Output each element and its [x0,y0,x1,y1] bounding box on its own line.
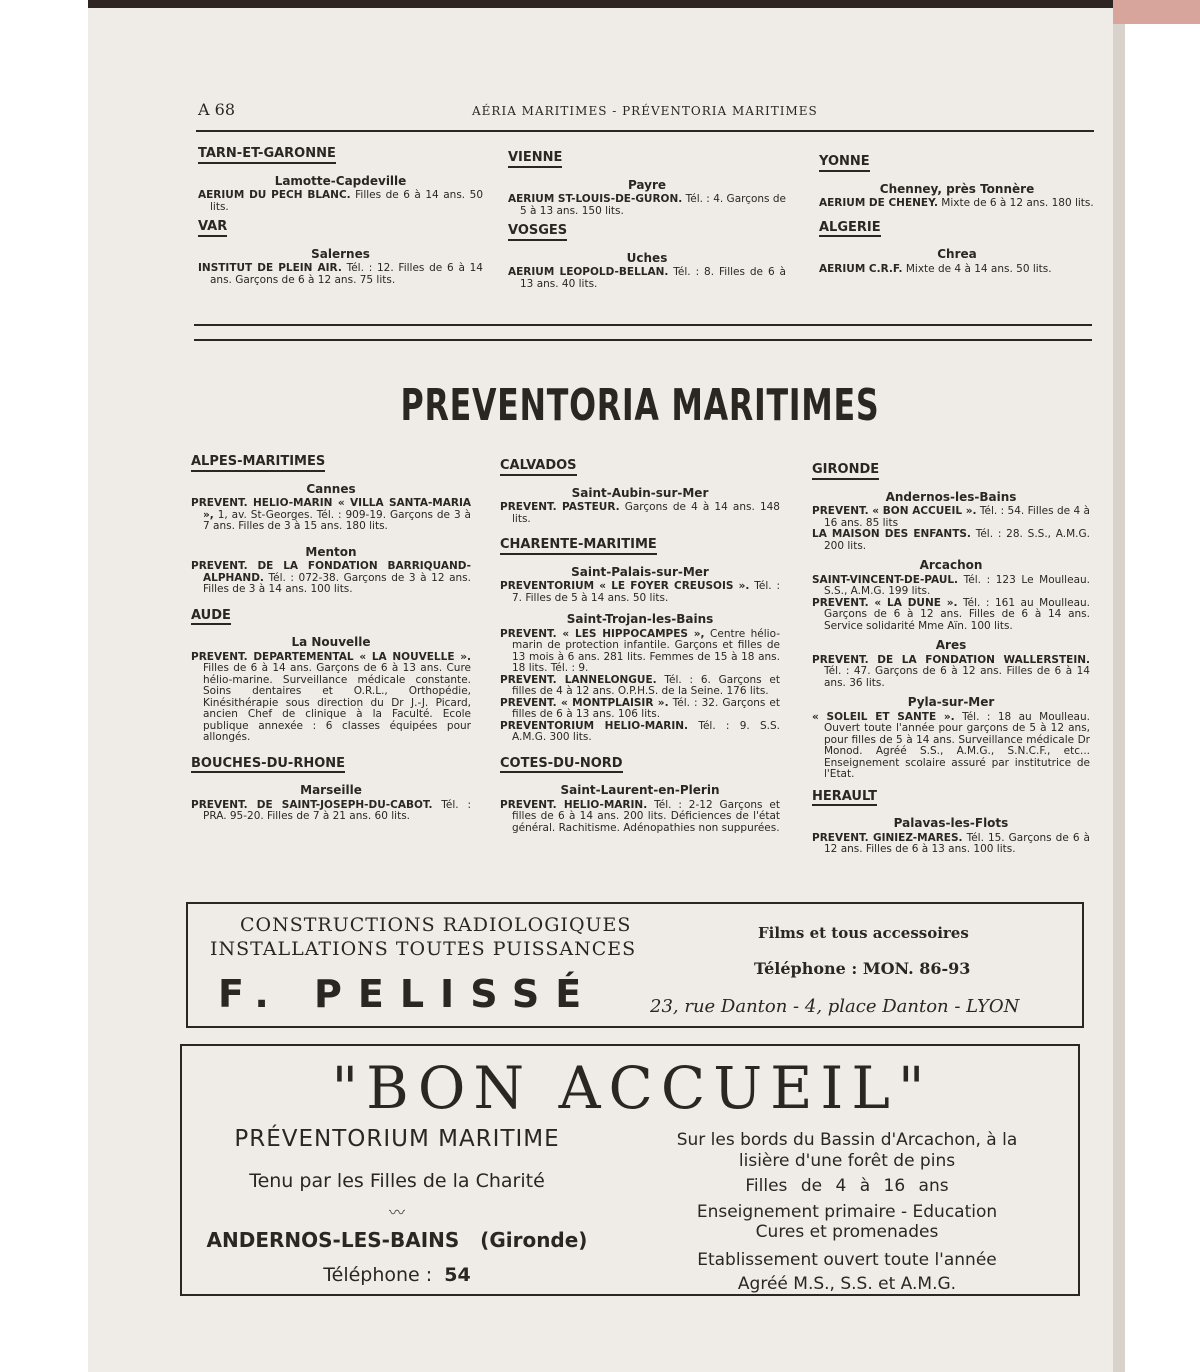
ad-phone-label: Téléphone : [323,1264,433,1286]
town-heading: Chrea [937,247,977,261]
entry-name: « SOLEIL ET SANTE ». [812,710,955,723]
entry-name: INSTITUT DE PLEIN AIR. [198,262,342,274]
establishment-entry [500,675,780,698]
entry-text: Tél. : 4. Garçons de 5 à 13 ans. 150 lits. [520,193,787,217]
entry-text: Tél. : 161 au Moulleau. Garçons de 6 à 12 ans. Filles de 6 à 14 ans. Service solidarité Mme Aïn. 100 lits. [824,596,1090,632]
entry-text: Tél. : 12. Filles de 6 à 14 ans. Garçons de 6 à 12 ans. 75 lits. [210,262,483,286]
ad-open-year: Etablissement ouvert toute l'année [697,1250,997,1270]
establishment-entry [191,652,471,744]
ad-tenu-par: Tenu par les Filles de la Charité [249,1170,545,1192]
entry-name: AERIUM C.R.F. [819,262,903,275]
advertisement-bon-accueil [180,1044,1080,1296]
ad-location-line [182,1228,612,1252]
section-rule-bottom [194,339,1092,341]
entry-name: SAINT-VINCENT-DE-PAUL. [812,573,959,586]
establishment-entry [819,198,1095,210]
establishment-entry [812,575,1090,598]
ad-teaching: Enseignement primaire - Education [696,1202,998,1222]
aeria-column-3 [819,152,1095,275]
town-heading: Arcachon [919,558,983,572]
establishment-entry [191,561,471,596]
entry-text: Tél. : 123 Le Moulleau. S.S., A.M.G. 199 lits. [824,573,1090,597]
establishment-entry [500,800,780,835]
dept-heading: CALVADOS [500,460,577,476]
entry-name: AERIUM LEOPOLD-BELLAN. [508,266,669,278]
entry-name: PREVENT. HELIO-MARIN « VILLA SANTA-MARIA », [191,497,471,521]
dept-heading: YONNE [819,156,870,172]
entry-name: PREVENT. « LES HIPPOCAMPES », [500,627,705,640]
ornament-icon: 〰 [388,1203,405,1222]
entry-text: Tél. : 8. Filles de 6 à 13 ans. 40 lits. [520,266,786,290]
cover-corner [1113,0,1200,24]
town-heading: Saint-Laurent-en-Plerin [560,783,720,797]
running-header [198,100,1094,124]
entry-name: PREVENT. DEPARTEMENTAL « LA NOUVELLE ». [191,650,471,663]
dept-heading: CHARENTE-MARITIME [500,539,657,555]
establishment-entry [500,581,780,604]
entry-name: PREVENT. DE LA FONDATION BARRIQUAND-ALPHAND. [191,560,471,584]
entry-text: Tél. : 6. Garçons et filles de 4 à 12 ans. O.P.H.S. de la Seine. 176 lits. [512,673,781,697]
ad-ages: Filles de 4 à 16 ans [745,1176,949,1196]
ad-line-constructions: CONSTRUCTIONS RADIOLOGIQUES [240,914,632,936]
entry-name: PREVENTORIUM « LE FOYER CREUSOIS ». [500,580,750,592]
top-shadow [88,0,1113,8]
aeria-column-1 [198,144,483,286]
establishment-entry [500,721,780,744]
town-heading: Lamotte-Capdeville [274,173,407,188]
preventoria-column-1 [191,452,471,823]
entry-name: AERIUM DU PECH BLANC. [198,189,351,201]
establishment-entry [819,264,1095,276]
establishment-entry [500,629,780,675]
dept-heading: VOSGES [508,225,567,241]
entry-name: PREVENTORIUM HELIO-MARIN. [500,719,689,732]
entry-text: Tél. : 072-38. Garçons de 3 à 12 ans. Filles de 3 à 14 ans. 100 lits. [203,571,471,595]
entry-text: Filles de 6 à 14 ans. Garçons de 6 à 13 ans. Cure hélio-marine. Surveillance médicale constante. Soins dentaires et O.R.L., Orthopédie, Kinésithérapie sous direction du Dr J.-J. Picard, ancien Chef de clinique à la Faculté. Ecole publique annexée : 6 classes équipées pour allongés. [203,662,471,743]
entry-text: Tél. : PRA. 95-20. Filles de 7 à 21 ans. 60 lits. [203,798,471,822]
dept-heading: ALGERIE [819,222,881,238]
aeria-column-2 [508,148,786,290]
ad-phone-line [182,1264,612,1286]
entry-name: PREVENT. LANNELONGUE. [500,673,657,686]
establishment-entry [812,506,1090,529]
dept-heading: COTES-DU-NORD [500,758,623,774]
town-heading: Uches [626,250,668,265]
entry-text: 1, av. St-Georges. Tél. : 909-19. Garçons de 3 à 7 ans. Filles de 3 à 15 ans. 180 lits. [203,508,471,532]
establishment-entry [508,267,786,290]
town-heading: Palavas-les-Flots [893,816,1009,830]
advertisement-pelisse [186,902,1084,1028]
section-rule-top [194,324,1092,326]
town-heading: Menton [305,544,357,559]
entry-text: Mixte de 4 à 14 ans. 50 lits. [905,262,1052,275]
entry-name: PREVENT. HELIO-MARIN. [500,798,648,811]
establishment-entry [508,194,786,217]
entry-text: Mixte de 6 à 12 ans. 180 lits. [941,197,1094,209]
dept-heading: HERAULT [812,791,877,807]
establishment-entry [812,833,1090,856]
section-title: PREVENTORIA MARITIMES [400,380,880,431]
entry-text: Tél. : 18 au Moulleau. Ouvert toute l'année pour garçons de 5 à 12 ans, pour filles de 5 à 14 ans. Surveillance médicale Dr Monod. Agréé S.S., A.M.G., S.N.C.F., etc... Enseignement scolaire assuré par institutrice de l'Etat. [824,710,1090,780]
entry-text: Tél. : 7. Filles de 5 à 14 ans. 50 lits. [512,580,780,604]
establishment-entry [812,655,1090,690]
establishment-entry [500,698,780,721]
ad-line-installations: INSTALLATIONS TOUTES PUISSANCES [210,938,637,960]
entry-name: PREVENT. PASTEUR. [500,501,620,513]
entry-text: Centre hélio-marin de protection infantile. Garçons et filles de 13 mois à 6 ans. 281 lits. Femmes de 15 à 18 ans. 18 lits. Tél. : 9. [512,627,781,674]
town-heading: La Nouvelle [291,635,371,649]
establishment-entry [812,598,1090,633]
page-edge [1113,0,1125,1372]
town-heading: Ares [935,638,967,652]
ad-location-desc: Sur les bords du Bassin d'Arcachon, à la lisière d'une forêt de pins [676,1130,1018,1171]
entry-text: Tél. : 2-12 Garçons et filles de 6 à 14 ans. 200 lits. Déficiences de l'état général. Rachitisme. Adénopathies non suppurées. [512,798,780,834]
town-heading: Salernes [311,246,370,261]
establishment-entry [191,498,471,533]
dept-heading: TARN-ET-GARONNE [198,148,336,164]
town-heading: Payre [627,177,667,192]
establishment-entry [198,190,483,213]
ad-region: (Gironde) [480,1228,588,1252]
town-heading: Saint-Trojan-les-Bains [566,612,714,626]
ad-telephone: Téléphone : MON. 86-93 [754,959,971,978]
town-heading: Saint-Aubin-sur-Mer [571,485,709,500]
town-heading: Marseille [300,783,362,797]
town-heading: Andernos-les-Bains [885,489,1017,504]
entry-name: PREVENT. « BON ACCUEIL ». [812,505,977,517]
entry-name: PREVENT. DE LA FONDATION WALLERSTEIN. [812,653,1090,666]
entry-text: Tél. : 28. S.S., A.M.G. 200 lits. [824,528,1090,552]
town-heading: Cannes [306,481,356,496]
ad-location: ANDERNOS-LES-BAINS [206,1228,460,1252]
ad-address: 23, rue Danton - 4, place Danton - LYON [650,996,1020,1017]
entry-name: LA MAISON DES ENFANTS. [812,528,971,540]
dept-heading: VIENNE [508,152,562,168]
establishment-entry [198,263,483,286]
entry-text: Tél. : 47. Garçons de 6 à 12 ans. Filles de 6 à 14 ans. 36 lits. [824,665,1090,689]
ad-brand: F. PELISSÉ [218,972,598,1016]
entry-text: Filles de 6 à 14 ans. 50 lits. [210,189,484,213]
ad-films-text: Films et tous accessoires [758,924,969,942]
header-rule [196,130,1094,132]
running-title: AÉRIA MARITIMES - PRÉVENTORIA MARITIMES [472,104,818,118]
dept-heading: BOUCHES-DU-RHONE [191,758,345,774]
dept-heading: GIRONDE [812,464,879,480]
establishment-entry [500,502,780,525]
town-heading: Pyla-sur-Mer [907,695,995,709]
entry-name: AERIUM ST-LOUIS-DE-GURON. [508,193,683,205]
ad-approved: Agréé M.S., S.S. et A.M.G. [737,1274,957,1294]
ad-headline: "BON ACCUEIL" [331,1054,933,1122]
dept-heading: AUDE [191,610,231,626]
entry-text: Tél. : 9. S.S. A.M.G. 300 lits. [512,719,781,743]
dept-heading: VAR [198,221,227,237]
town-heading: Chenney, près Tonnère [879,181,1035,196]
dept-heading: ALPES-MARITIMES [191,456,325,472]
entry-name: PREVENT. DE SAINT-JOSEPH-DU-CABOT. [191,798,433,811]
entry-name: PREVENT. « LA DUNE ». [812,596,958,609]
establishment-entry [812,529,1090,552]
page-number: A 68 [198,100,235,119]
ad-cures: Cures et promenades [755,1222,939,1242]
entry-text: Garçons de 4 à 14 ans. 148 lits. [512,501,780,525]
entry-name: PREVENT. « MONTPLAISIR ». [500,696,669,709]
entry-name: PREVENT. GINIEZ-MARES. [812,831,963,844]
entry-text: Tél. : 54. Filles de 4 à 16 ans. 85 lits [824,505,1090,529]
preventoria-column-3 [812,460,1090,856]
establishment-entry [812,712,1090,781]
town-heading: Saint-Palais-sur-Mer [571,564,709,579]
establishment-entry [191,800,471,823]
preventoria-column-2 [500,456,780,834]
ad-subtitle: PRÉVENTORIUM MARITIME [234,1126,560,1152]
ad-phone-number: 54 [444,1264,471,1286]
entry-text: Tél. 15. Garçons de 6 à 12 ans. Filles de 6 à 13 ans. 100 lits. [824,831,1090,855]
entry-text: Tél. : 32. Garçons et filles de 6 à 13 ans. 106 lits. [512,696,780,720]
entry-name: AERIUM DE CHENEY. [819,197,938,209]
